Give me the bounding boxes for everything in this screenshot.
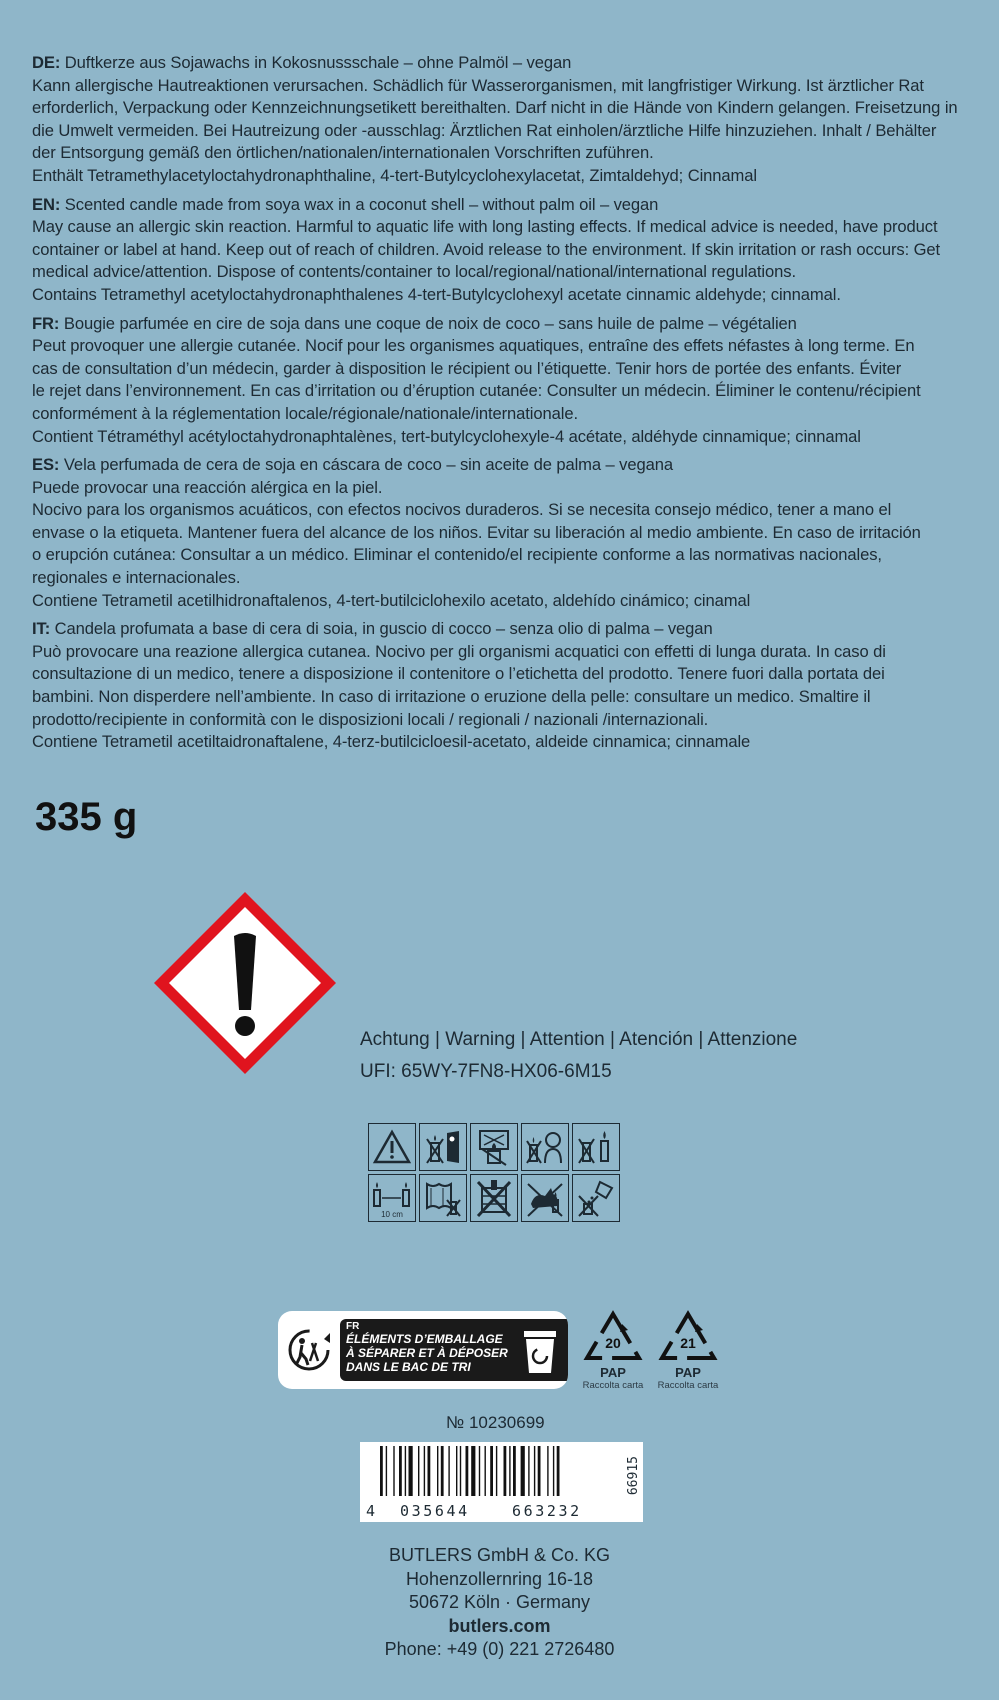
no-unattended-candle-icon	[419, 1123, 467, 1171]
barcode	[360, 1442, 643, 1522]
barcode-side-code: 66915	[626, 1456, 641, 1496]
recycle-bin-icon	[520, 1329, 560, 1380]
language-code: FR:	[32, 313, 60, 333]
company-city: 50672 Köln · Germany	[408, 1592, 591, 1612]
company-street: Hohenzollernring 16-18	[405, 1568, 594, 1589]
language-code: IT:	[32, 619, 51, 639]
barcode-bar	[380, 1446, 383, 1496]
barcode-bar	[405, 1446, 406, 1496]
barcode-bar	[496, 1446, 497, 1496]
text-line: Nocivo para los organismos acuáticos, con efectos nocivos duraderos. Si se necesita consejo médico, tener a mano el	[32, 500, 892, 520]
no-pets-icon	[521, 1174, 569, 1222]
text-line: medical advice/attention. Dispose of contents/container to local/regional/national/international regulations.	[32, 262, 796, 282]
barcode-right-group: 663232	[512, 1502, 582, 1520]
barcode-bar	[509, 1446, 510, 1496]
recycle-triangle-icon	[582, 1310, 644, 1362]
text-line: prodotto/recipiente in conformità con le disposizioni locali / regionali / nazionali /internazionali.	[32, 709, 709, 729]
distance-label: 10 cm	[381, 1210, 403, 1219]
net-weight: 335 g	[35, 795, 138, 839]
barcode-bar	[490, 1446, 493, 1496]
triman-message	[340, 1319, 568, 1381]
barcode-bar	[441, 1446, 444, 1496]
no-drafts-icon	[572, 1123, 620, 1171]
text-line: Contains Tetramethyl acetyloctahydronaphthalenes 4-tert-Butylcyclohexyl acetate cinnamic aldehyde; cinnamal.	[32, 284, 841, 304]
triman-line: À SÉPARER ET À DÉPOSER	[346, 1346, 508, 1360]
safety-pictograms	[368, 1123, 620, 1222]
material-code: PAP	[675, 1365, 701, 1380]
text-line: Contiene Tetrametil acetilhidronaftalenos, 4-tert-butilciclohexilo acetato, aldehído cinámico; cinamal	[32, 590, 751, 610]
barcode-bar	[456, 1446, 457, 1496]
text-line: May cause an allergic skin reaction. Harmful to aquatic life with long lasting effects. If medical advice is needed, have product	[32, 217, 938, 237]
recycle-triangle-icon	[657, 1310, 719, 1362]
text-line: Enthält Tetramethylacetyloctahydronaphthaline, 4-tert-Butylcyclohexylacetat, Zimtaldehyd; Cinnamal	[32, 165, 758, 185]
text-line: die Umwelt vermeiden. Bei Hautreizung oder -ausschlag: Ärztlichen Rat einholen/ärztliche Hilfe hinzuziehen. Inhalt / Behälter	[32, 120, 937, 140]
company-name: BUTLERS GmbH & Co. KG	[388, 1545, 611, 1565]
text-line: Peut provoquer une allergie cutanée. Nocif pour les organismes aquatiques, entraîne des effets néfastes à long terme. En	[32, 336, 915, 356]
no-burning-on-flammable-icon	[470, 1174, 518, 1222]
text-line: Contient Tétraméthyl acétyloctahydronaphtalènes, tert-butylcyclohexyle-4 acétate, aldéhyde cinnamique; cinnamal	[32, 426, 861, 446]
text-line: Contiene Tetrametil acetiltaidronaftalene, 4-terz-butilcicloesil-acetato, aldeide cinnamica; cinnamale	[32, 732, 751, 752]
signal-words: Achtung | Warning | Attention | Atención | Attenzione	[360, 1029, 798, 1050]
text-line: o erupción cutánea: Consultar a un médico. Eliminar el contenido/el recipiente conforme a las normativas nacionales,	[32, 545, 882, 565]
language-code: EN:	[32, 194, 61, 214]
section-title: Bougie parfumée en cire de soja dans une coque de noix de coco – sans huile de palme – végétalien	[59, 313, 797, 333]
triman-line: ÉLÉMENTS D’EMBALLAGE	[346, 1332, 503, 1346]
ufi-code: UFI: 65WY-7FN8-HX06-6M15	[360, 1061, 612, 1082]
barcode-bar	[471, 1446, 475, 1496]
recycle-number: 21	[680, 1335, 696, 1351]
barcode-left-group: 035644	[400, 1502, 470, 1520]
article-number: № 10230699	[446, 1413, 545, 1432]
barcode-bar	[428, 1446, 431, 1496]
no-curtains-icon	[419, 1174, 467, 1222]
company-website[interactable]: butlers.com	[448, 1615, 551, 1636]
barcode-bar	[424, 1446, 425, 1496]
language-code: ES:	[32, 455, 60, 475]
text-line: le rejet dans l’environnement. En cas d’irritation ou d’éruption cutanée: Consulter un médecin. Éliminer le contenu/récipient	[32, 381, 921, 401]
section-title: Candela profumata a base di cera di soia, in guscio di cocco – senza olio di palma – vegan	[50, 619, 713, 639]
text-line: container or label at hand. Keep out of reach of children. Avoid release to the environment. If skin irritation or rash occurs: Get	[32, 239, 941, 259]
section-title: Duftkerze aus Sojawachs in Kokosnussschale – ohne Palmöl – vegan	[60, 53, 572, 72]
barcode-bar	[386, 1446, 387, 1496]
section-en	[32, 194, 982, 307]
section-title: Vela perfumada de cera de soja en cáscara de coco – sin aceite de palma – vegana	[59, 455, 674, 475]
text-line: der Entsorgung gemäß den örtlichen/nationalen/internationalen Vorschriften zuführen.	[32, 143, 654, 163]
text-line: erforderlich, Verpackung oder Kennzeichnungsetikett bereithalten. Darf nicht in die Hände von Kindern gelangen. Freisetzung in	[32, 98, 958, 118]
multilingual-text	[32, 52, 982, 754]
exclamation-mark-icon	[150, 888, 340, 1083]
barcode-bar	[485, 1446, 486, 1496]
no-children-icon	[521, 1123, 569, 1171]
barcode-bar	[528, 1446, 529, 1496]
section-title: Scented candle made from soya wax in a coconut shell – without palm oil – vegan	[60, 194, 659, 214]
barcode-bars	[380, 1446, 620, 1508]
recycle-number: 20	[605, 1335, 621, 1351]
triman-icon	[278, 1327, 340, 1373]
candle-distance-icon	[368, 1174, 416, 1222]
text-line: cas de consultation d’un médecin, garder à disposition le récipient ou l’étiquette. Tenir hors de portée des enfants. Éviter	[32, 358, 902, 378]
text-line: envase o la etiqueta. Mantener fuera del alcance de los niños. Evitar su liberación al medio ambiente. En caso de irritación	[32, 522, 921, 542]
barcode-bar	[466, 1446, 469, 1496]
barcode-bar	[547, 1446, 548, 1496]
barcode-bar	[479, 1446, 480, 1496]
material-code: PAP	[600, 1365, 626, 1380]
country-tag: FR	[346, 1321, 360, 1332]
section-fr	[32, 313, 982, 449]
warning-triangle-icon	[368, 1123, 416, 1171]
hazard-info	[360, 1024, 797, 1088]
pap-21-code	[643, 1310, 733, 1391]
barcode-bar	[448, 1446, 449, 1496]
barcode-first-digit: 4	[366, 1502, 376, 1520]
triman-line: DANS LE BAC DE TRI	[346, 1360, 471, 1374]
section-it	[32, 618, 982, 754]
disposal-note: Raccolta carta	[582, 1380, 644, 1391]
text-line: Kann allergische Hautreaktionen verursachen. Schädlich für Wasserorganismen, mit langfristiger Wirkung. Ist ärztlicher Rat	[32, 75, 924, 95]
barcode-bar	[553, 1446, 554, 1496]
barcode-bar	[460, 1446, 461, 1496]
barcode-bar	[409, 1446, 413, 1496]
barcode-bar	[538, 1446, 541, 1496]
disposal-note: Raccolta carta	[657, 1380, 719, 1391]
no-water-extinguish-icon	[572, 1174, 620, 1222]
text-line: bambini. Non disperdere nell’ambiente. In caso di irritazione o eruzione della pelle: consultare un medico. Smaltire il	[32, 687, 871, 707]
text-line: conformément à la réglementation locale/régionale/nationale/internationale.	[32, 403, 578, 423]
section-de	[32, 52, 982, 188]
barcode-bar	[513, 1446, 516, 1496]
text-line: regionales e internacionales.	[32, 568, 241, 588]
barcode-bar	[504, 1446, 507, 1496]
text-line: Può provocare una reazione allergica cutanea. Nocivo per gli organismi acquatici con effetti di lunga durata. In caso di	[32, 641, 886, 661]
company-phone: Phone: +49 (0) 221 2726480	[384, 1639, 615, 1659]
barcode-bar	[393, 1446, 394, 1496]
barcode-bar	[418, 1446, 419, 1496]
barcode-bar	[534, 1446, 535, 1496]
language-code: DE:	[32, 53, 61, 72]
text-line: Puede provocar una reacción alérgica en la piel.	[32, 477, 383, 497]
barcode-bar	[399, 1446, 402, 1496]
no-flammable-nearby-icon	[470, 1123, 518, 1171]
barcode-bar	[437, 1446, 438, 1496]
barcode-bar	[521, 1446, 525, 1496]
company-address	[0, 1544, 999, 1662]
barcode-bar	[557, 1446, 560, 1496]
triman-sorting-label	[278, 1311, 568, 1389]
text-line: consultazione di un medico, tenere a disposizione il contenitore o l’etichetta del prodotto. Tenere fuori dalla portata dei	[32, 664, 885, 684]
section-es	[32, 454, 982, 612]
